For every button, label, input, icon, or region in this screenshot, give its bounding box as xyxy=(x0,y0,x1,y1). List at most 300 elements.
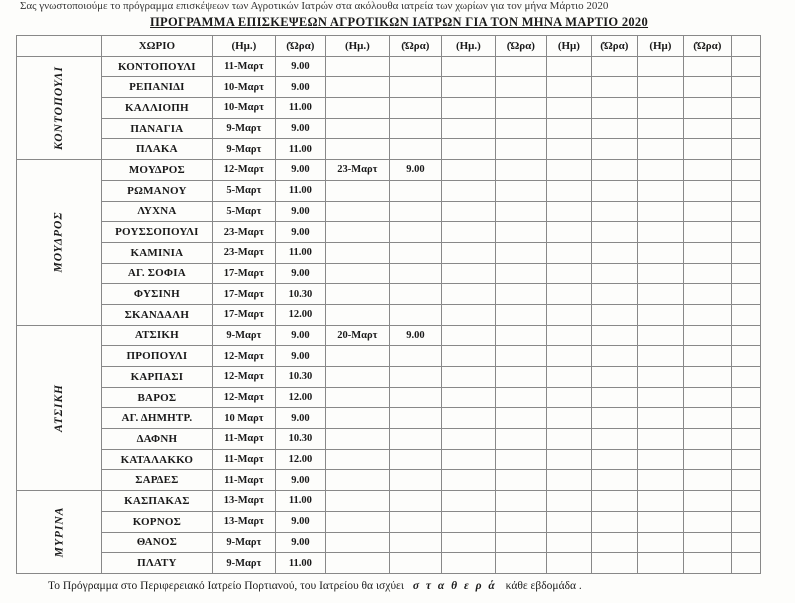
table-row xyxy=(17,553,761,574)
date-cell xyxy=(441,325,495,346)
time-cell xyxy=(495,118,546,139)
table-row xyxy=(17,222,761,243)
date-cell xyxy=(637,180,683,201)
time-cell xyxy=(591,98,637,119)
blank-cell xyxy=(731,242,760,263)
date-cell xyxy=(441,511,495,532)
blank-cell xyxy=(731,429,760,450)
footer-text: Το Πρόγραμμα στο Περιφερειακό Ιατρείο Πορτιανού, του Ιατρείου θα ισχύει xyxy=(48,580,404,592)
column-header: (Ώρα) xyxy=(591,36,637,57)
date-cell xyxy=(637,449,683,470)
date-cell xyxy=(441,77,495,98)
date-cell xyxy=(546,242,591,263)
date-cell xyxy=(325,284,389,305)
time-cell xyxy=(389,346,441,367)
time-cell: 9.00 xyxy=(275,346,325,367)
region-label-cell xyxy=(17,56,102,159)
column-header: (Ώρα) xyxy=(683,36,731,57)
date-cell: 5-Μαρτ xyxy=(212,180,275,201)
table-row xyxy=(17,77,761,98)
footer-emphasis: σ τ α θ ε ρ ά xyxy=(412,580,497,592)
column-header: (Ημ) xyxy=(637,36,683,57)
time-cell: 9.00 xyxy=(275,201,325,222)
table-row xyxy=(17,408,761,429)
date-cell xyxy=(441,263,495,284)
village-cell: ΑΤΣΙΚΗ xyxy=(101,325,212,346)
date-cell xyxy=(546,56,591,77)
date-cell xyxy=(546,532,591,553)
time-cell xyxy=(389,511,441,532)
date-cell xyxy=(546,325,591,346)
time-cell xyxy=(389,367,441,388)
region-label: ΜΥΡΙΝΑ xyxy=(52,506,65,558)
time-cell: 10.30 xyxy=(275,284,325,305)
time-cell xyxy=(495,222,546,243)
date-cell xyxy=(546,201,591,222)
time-cell xyxy=(591,180,637,201)
table-row xyxy=(17,470,761,491)
date-cell: 12-Μαρτ xyxy=(212,387,275,408)
date-cell xyxy=(441,429,495,450)
time-cell xyxy=(683,222,731,243)
date-cell: 13-Μαρτ xyxy=(212,511,275,532)
date-cell xyxy=(637,325,683,346)
time-cell xyxy=(495,98,546,119)
village-cell: ΚΑΜΙΝΙΑ xyxy=(101,242,212,263)
time-cell xyxy=(591,284,637,305)
footer-text-end: κάθε εβδομάδα . xyxy=(505,580,582,592)
time-cell xyxy=(389,201,441,222)
time-cell xyxy=(591,367,637,388)
time-cell xyxy=(495,470,546,491)
date-cell xyxy=(546,346,591,367)
time-cell xyxy=(683,429,731,450)
time-cell xyxy=(591,77,637,98)
time-cell xyxy=(495,553,546,574)
date-cell xyxy=(441,346,495,367)
date-cell xyxy=(325,532,389,553)
village-cell: ΡΕΠΑΝΙΔΙ xyxy=(101,77,212,98)
date-cell: 10-Μαρτ xyxy=(212,98,275,119)
date-cell xyxy=(637,511,683,532)
time-cell: 11.00 xyxy=(275,139,325,160)
date-cell xyxy=(546,408,591,429)
date-cell xyxy=(441,304,495,325)
village-cell: ΠΛΑΚΑ xyxy=(101,139,212,160)
time-cell xyxy=(683,77,731,98)
table-row xyxy=(17,263,761,284)
time-cell xyxy=(495,387,546,408)
date-cell xyxy=(546,429,591,450)
date-cell xyxy=(546,180,591,201)
date-cell xyxy=(325,77,389,98)
date-cell xyxy=(325,449,389,470)
blank-cell xyxy=(731,222,760,243)
time-cell xyxy=(389,553,441,574)
date-cell: 11-Μαρτ xyxy=(212,449,275,470)
time-cell: 9.00 xyxy=(275,118,325,139)
blank-cell xyxy=(731,139,760,160)
region-label-cell xyxy=(17,491,102,574)
time-cell xyxy=(591,429,637,450)
time-cell xyxy=(389,77,441,98)
time-cell xyxy=(389,470,441,491)
time-cell xyxy=(591,470,637,491)
time-cell xyxy=(389,304,441,325)
time-cell: 9.00 xyxy=(275,56,325,77)
region-label: ΜΟΥΔΡΟΣ xyxy=(52,211,65,273)
time-cell xyxy=(389,491,441,512)
time-cell xyxy=(683,511,731,532)
date-cell xyxy=(441,242,495,263)
date-cell xyxy=(325,387,389,408)
village-cell: ΚΑΤΑΛΑΚΚΟ xyxy=(101,449,212,470)
time-cell xyxy=(389,242,441,263)
date-cell xyxy=(325,242,389,263)
time-cell xyxy=(389,139,441,160)
region-label-cell xyxy=(17,325,102,491)
time-cell xyxy=(495,304,546,325)
date-cell xyxy=(637,77,683,98)
time-cell xyxy=(495,284,546,305)
column-header: (Ημ.) xyxy=(325,36,389,57)
schedule-table xyxy=(16,35,761,574)
table-row xyxy=(17,139,761,160)
date-cell xyxy=(637,118,683,139)
date-cell xyxy=(441,222,495,243)
time-cell xyxy=(591,387,637,408)
time-cell xyxy=(495,180,546,201)
date-cell xyxy=(441,139,495,160)
table-row xyxy=(17,532,761,553)
time-cell xyxy=(591,511,637,532)
time-cell: 9.00 xyxy=(275,511,325,532)
time-cell xyxy=(495,77,546,98)
time-cell xyxy=(389,387,441,408)
time-cell xyxy=(591,408,637,429)
region-label-cell xyxy=(17,160,102,326)
date-cell xyxy=(441,449,495,470)
table-row xyxy=(17,98,761,119)
date-cell: 12-Μαρτ xyxy=(212,367,275,388)
table-row xyxy=(17,56,761,77)
time-cell xyxy=(389,118,441,139)
time-cell xyxy=(591,139,637,160)
date-cell xyxy=(637,491,683,512)
time-cell xyxy=(591,532,637,553)
date-cell xyxy=(637,98,683,119)
date-cell xyxy=(325,118,389,139)
date-cell xyxy=(546,511,591,532)
village-cell: ΔΑΦΝΗ xyxy=(101,429,212,450)
blank-cell xyxy=(731,325,760,346)
date-cell xyxy=(441,284,495,305)
blank-cell xyxy=(731,408,760,429)
time-cell xyxy=(389,284,441,305)
time-cell xyxy=(495,511,546,532)
date-cell xyxy=(325,553,389,574)
blank-cell xyxy=(731,449,760,470)
date-cell xyxy=(441,118,495,139)
table-row xyxy=(17,304,761,325)
time-cell xyxy=(683,346,731,367)
time-cell: 9.00 xyxy=(389,325,441,346)
village-cell: ΚΑΡΠΑΣΙ xyxy=(101,367,212,388)
date-cell: 9-Μαρτ xyxy=(212,532,275,553)
table-row xyxy=(17,325,761,346)
column-header: (Ημ) xyxy=(546,36,591,57)
date-cell xyxy=(637,387,683,408)
village-cell: ΚΑΛΛΙΟΠΗ xyxy=(101,98,212,119)
date-cell xyxy=(637,553,683,574)
time-cell xyxy=(683,553,731,574)
time-cell xyxy=(495,160,546,181)
date-cell xyxy=(546,160,591,181)
date-cell xyxy=(325,56,389,77)
time-cell xyxy=(389,408,441,429)
date-cell: 11-Μαρτ xyxy=(212,429,275,450)
time-cell xyxy=(683,118,731,139)
date-cell: 17-Μαρτ xyxy=(212,284,275,305)
table-row xyxy=(17,511,761,532)
blank-cell xyxy=(731,367,760,388)
region-header-blank xyxy=(17,36,102,57)
village-cell: ΚΟΝΤΟΠΟΥΛΙ xyxy=(101,56,212,77)
date-cell: 11-Μαρτ xyxy=(212,56,275,77)
time-cell xyxy=(389,532,441,553)
village-cell: ΚΟΡΝΟΣ xyxy=(101,511,212,532)
village-cell: ΒΑΡΟΣ xyxy=(101,387,212,408)
date-cell xyxy=(325,98,389,119)
time-cell: 9.00 xyxy=(275,470,325,491)
date-cell xyxy=(546,284,591,305)
table-row xyxy=(17,429,761,450)
village-cell: ΡΟΥΣΣΟΠΟΥΛΙ xyxy=(101,222,212,243)
date-cell xyxy=(325,491,389,512)
time-cell xyxy=(389,56,441,77)
blank-cell xyxy=(731,98,760,119)
time-cell xyxy=(591,325,637,346)
date-cell: 10-Μαρτ xyxy=(212,77,275,98)
date-cell xyxy=(546,367,591,388)
blank-cell xyxy=(731,284,760,305)
village-cell: ΦΥΣΙΝΗ xyxy=(101,284,212,305)
table-row xyxy=(17,180,761,201)
date-cell: 12-Μαρτ xyxy=(212,160,275,181)
time-cell: 12.00 xyxy=(275,304,325,325)
table-row xyxy=(17,201,761,222)
date-cell: 13-Μαρτ xyxy=(212,491,275,512)
time-cell: 9.00 xyxy=(275,160,325,181)
date-cell xyxy=(637,222,683,243)
time-cell: 9.00 xyxy=(389,160,441,181)
date-cell xyxy=(325,346,389,367)
blank-cell xyxy=(731,56,760,77)
date-cell xyxy=(325,367,389,388)
village-cell: ΠΑΝΑΓΙΑ xyxy=(101,118,212,139)
time-cell xyxy=(495,325,546,346)
village-cell: ΠΡΟΠΟΥΛΙ xyxy=(101,346,212,367)
blank-cell xyxy=(731,118,760,139)
date-cell: 9-Μαρτ xyxy=(212,325,275,346)
date-cell xyxy=(325,304,389,325)
time-cell: 9.00 xyxy=(275,263,325,284)
time-cell xyxy=(495,56,546,77)
column-header: (Ώρα) xyxy=(495,36,546,57)
time-cell xyxy=(591,553,637,574)
village-cell: ΠΛΑΤΥ xyxy=(101,553,212,574)
date-cell xyxy=(546,98,591,119)
date-cell: 23-Μαρτ xyxy=(212,222,275,243)
time-cell xyxy=(389,449,441,470)
schedule-body xyxy=(17,56,761,573)
time-cell xyxy=(683,263,731,284)
date-cell xyxy=(546,491,591,512)
time-cell xyxy=(591,491,637,512)
time-cell xyxy=(683,139,731,160)
intro-text: Σας γνωστοποιούμε το πρόγραμμα επισκέψεων των Αγροτικών Ιατρών στα ακόλουθα ιατρεία των χωρίων για τον μήνα Μάρτιο 2020 xyxy=(20,0,609,12)
time-cell xyxy=(389,263,441,284)
column-header: (Ημ.) xyxy=(441,36,495,57)
time-cell xyxy=(683,242,731,263)
column-header: (Ημ.) xyxy=(212,36,275,57)
village-cell: ΜΟΥΔΡΟΣ xyxy=(101,160,212,181)
table-row xyxy=(17,387,761,408)
time-cell xyxy=(591,263,637,284)
time-cell: 9.00 xyxy=(275,222,325,243)
date-cell xyxy=(325,408,389,429)
blank-cell xyxy=(731,491,760,512)
time-cell: 11.00 xyxy=(275,242,325,263)
time-cell xyxy=(683,325,731,346)
table-row xyxy=(17,160,761,181)
date-cell: 17-Μαρτ xyxy=(212,304,275,325)
blank-cell xyxy=(731,77,760,98)
date-cell xyxy=(441,387,495,408)
village-cell: ΚΑΣΠΑΚΑΣ xyxy=(101,491,212,512)
date-cell xyxy=(325,222,389,243)
date-cell: 9-Μαρτ xyxy=(212,118,275,139)
date-cell xyxy=(546,263,591,284)
time-cell xyxy=(495,449,546,470)
time-cell xyxy=(591,346,637,367)
blank-cell xyxy=(731,532,760,553)
table-row xyxy=(17,491,761,512)
date-cell xyxy=(637,408,683,429)
date-cell xyxy=(637,367,683,388)
date-cell: 11-Μαρτ xyxy=(212,470,275,491)
blank-cell xyxy=(731,263,760,284)
time-cell xyxy=(591,222,637,243)
table-row xyxy=(17,118,761,139)
time-cell: 10.30 xyxy=(275,429,325,450)
time-cell xyxy=(389,180,441,201)
date-cell: 5-Μαρτ xyxy=(212,201,275,222)
date-cell: 23-Μαρτ xyxy=(325,160,389,181)
column-header-blank xyxy=(731,36,760,57)
date-cell xyxy=(441,180,495,201)
region-label: ΑΤΣΙΚΗ xyxy=(52,383,65,432)
column-header: (Ώρα) xyxy=(389,36,441,57)
date-cell: 12-Μαρτ xyxy=(212,346,275,367)
date-cell xyxy=(325,429,389,450)
date-cell xyxy=(637,242,683,263)
date-cell xyxy=(441,367,495,388)
time-cell xyxy=(495,346,546,367)
time-cell xyxy=(683,180,731,201)
time-cell: 11.00 xyxy=(275,98,325,119)
date-cell: 23-Μαρτ xyxy=(212,242,275,263)
date-cell xyxy=(441,98,495,119)
time-cell xyxy=(495,367,546,388)
time-cell xyxy=(495,491,546,512)
date-cell xyxy=(441,201,495,222)
time-cell xyxy=(683,387,731,408)
time-cell xyxy=(591,160,637,181)
village-cell: ΛΥΧΝΑ xyxy=(101,201,212,222)
blank-cell xyxy=(731,387,760,408)
time-cell xyxy=(683,470,731,491)
date-cell xyxy=(325,470,389,491)
date-cell xyxy=(325,201,389,222)
time-cell xyxy=(683,532,731,553)
village-cell: ΑΓ. ΣΟΦΙΑ xyxy=(101,263,212,284)
time-cell xyxy=(495,201,546,222)
village-cell: ΑΓ. ΔΗΜΗΤΡ. xyxy=(101,408,212,429)
region-label: ΚΟΝΤΟΠΟΥΛΙ xyxy=(52,65,65,150)
village-cell: ΡΩΜΑΝΟΥ xyxy=(101,180,212,201)
time-cell: 12.00 xyxy=(275,449,325,470)
time-cell xyxy=(591,242,637,263)
time-cell xyxy=(495,532,546,553)
footer-note xyxy=(48,580,582,592)
time-cell: 9.00 xyxy=(275,325,325,346)
date-cell xyxy=(637,429,683,450)
table-row xyxy=(17,367,761,388)
date-cell xyxy=(637,263,683,284)
time-cell xyxy=(591,449,637,470)
date-cell xyxy=(637,346,683,367)
village-cell: ΣΑΡΔΕΣ xyxy=(101,470,212,491)
date-cell: 17-Μαρτ xyxy=(212,263,275,284)
time-cell xyxy=(495,263,546,284)
time-cell xyxy=(683,160,731,181)
table-row xyxy=(17,242,761,263)
blank-cell xyxy=(731,201,760,222)
date-cell: 10 Μαρτ xyxy=(212,408,275,429)
village-cell: ΣΚΑΝΔΑΛΗ xyxy=(101,304,212,325)
table-row xyxy=(17,284,761,305)
date-cell xyxy=(441,470,495,491)
time-cell xyxy=(389,222,441,243)
time-cell: 11.00 xyxy=(275,180,325,201)
date-cell: 9-Μαρτ xyxy=(212,553,275,574)
time-cell xyxy=(591,56,637,77)
document-title: ΠΡΟΓΡΑΜΜΑ ΕΠΙΣΚΕΨΕΩΝ ΑΓΡΟΤΙΚΩΝ ΙΑΤΡΩΝ ΓΙΑ ΤΟΝ ΜΗΝΑ ΜΑΡΤΙΟ 2020 xyxy=(150,15,649,29)
table-row xyxy=(17,449,761,470)
time-cell xyxy=(591,201,637,222)
date-cell: 9-Μαρτ xyxy=(212,139,275,160)
header-row xyxy=(17,36,761,57)
date-cell xyxy=(441,553,495,574)
date-cell xyxy=(546,553,591,574)
date-cell xyxy=(441,491,495,512)
date-cell xyxy=(325,511,389,532)
blank-cell xyxy=(731,304,760,325)
blank-cell xyxy=(731,511,760,532)
date-cell xyxy=(637,470,683,491)
date-cell xyxy=(637,304,683,325)
